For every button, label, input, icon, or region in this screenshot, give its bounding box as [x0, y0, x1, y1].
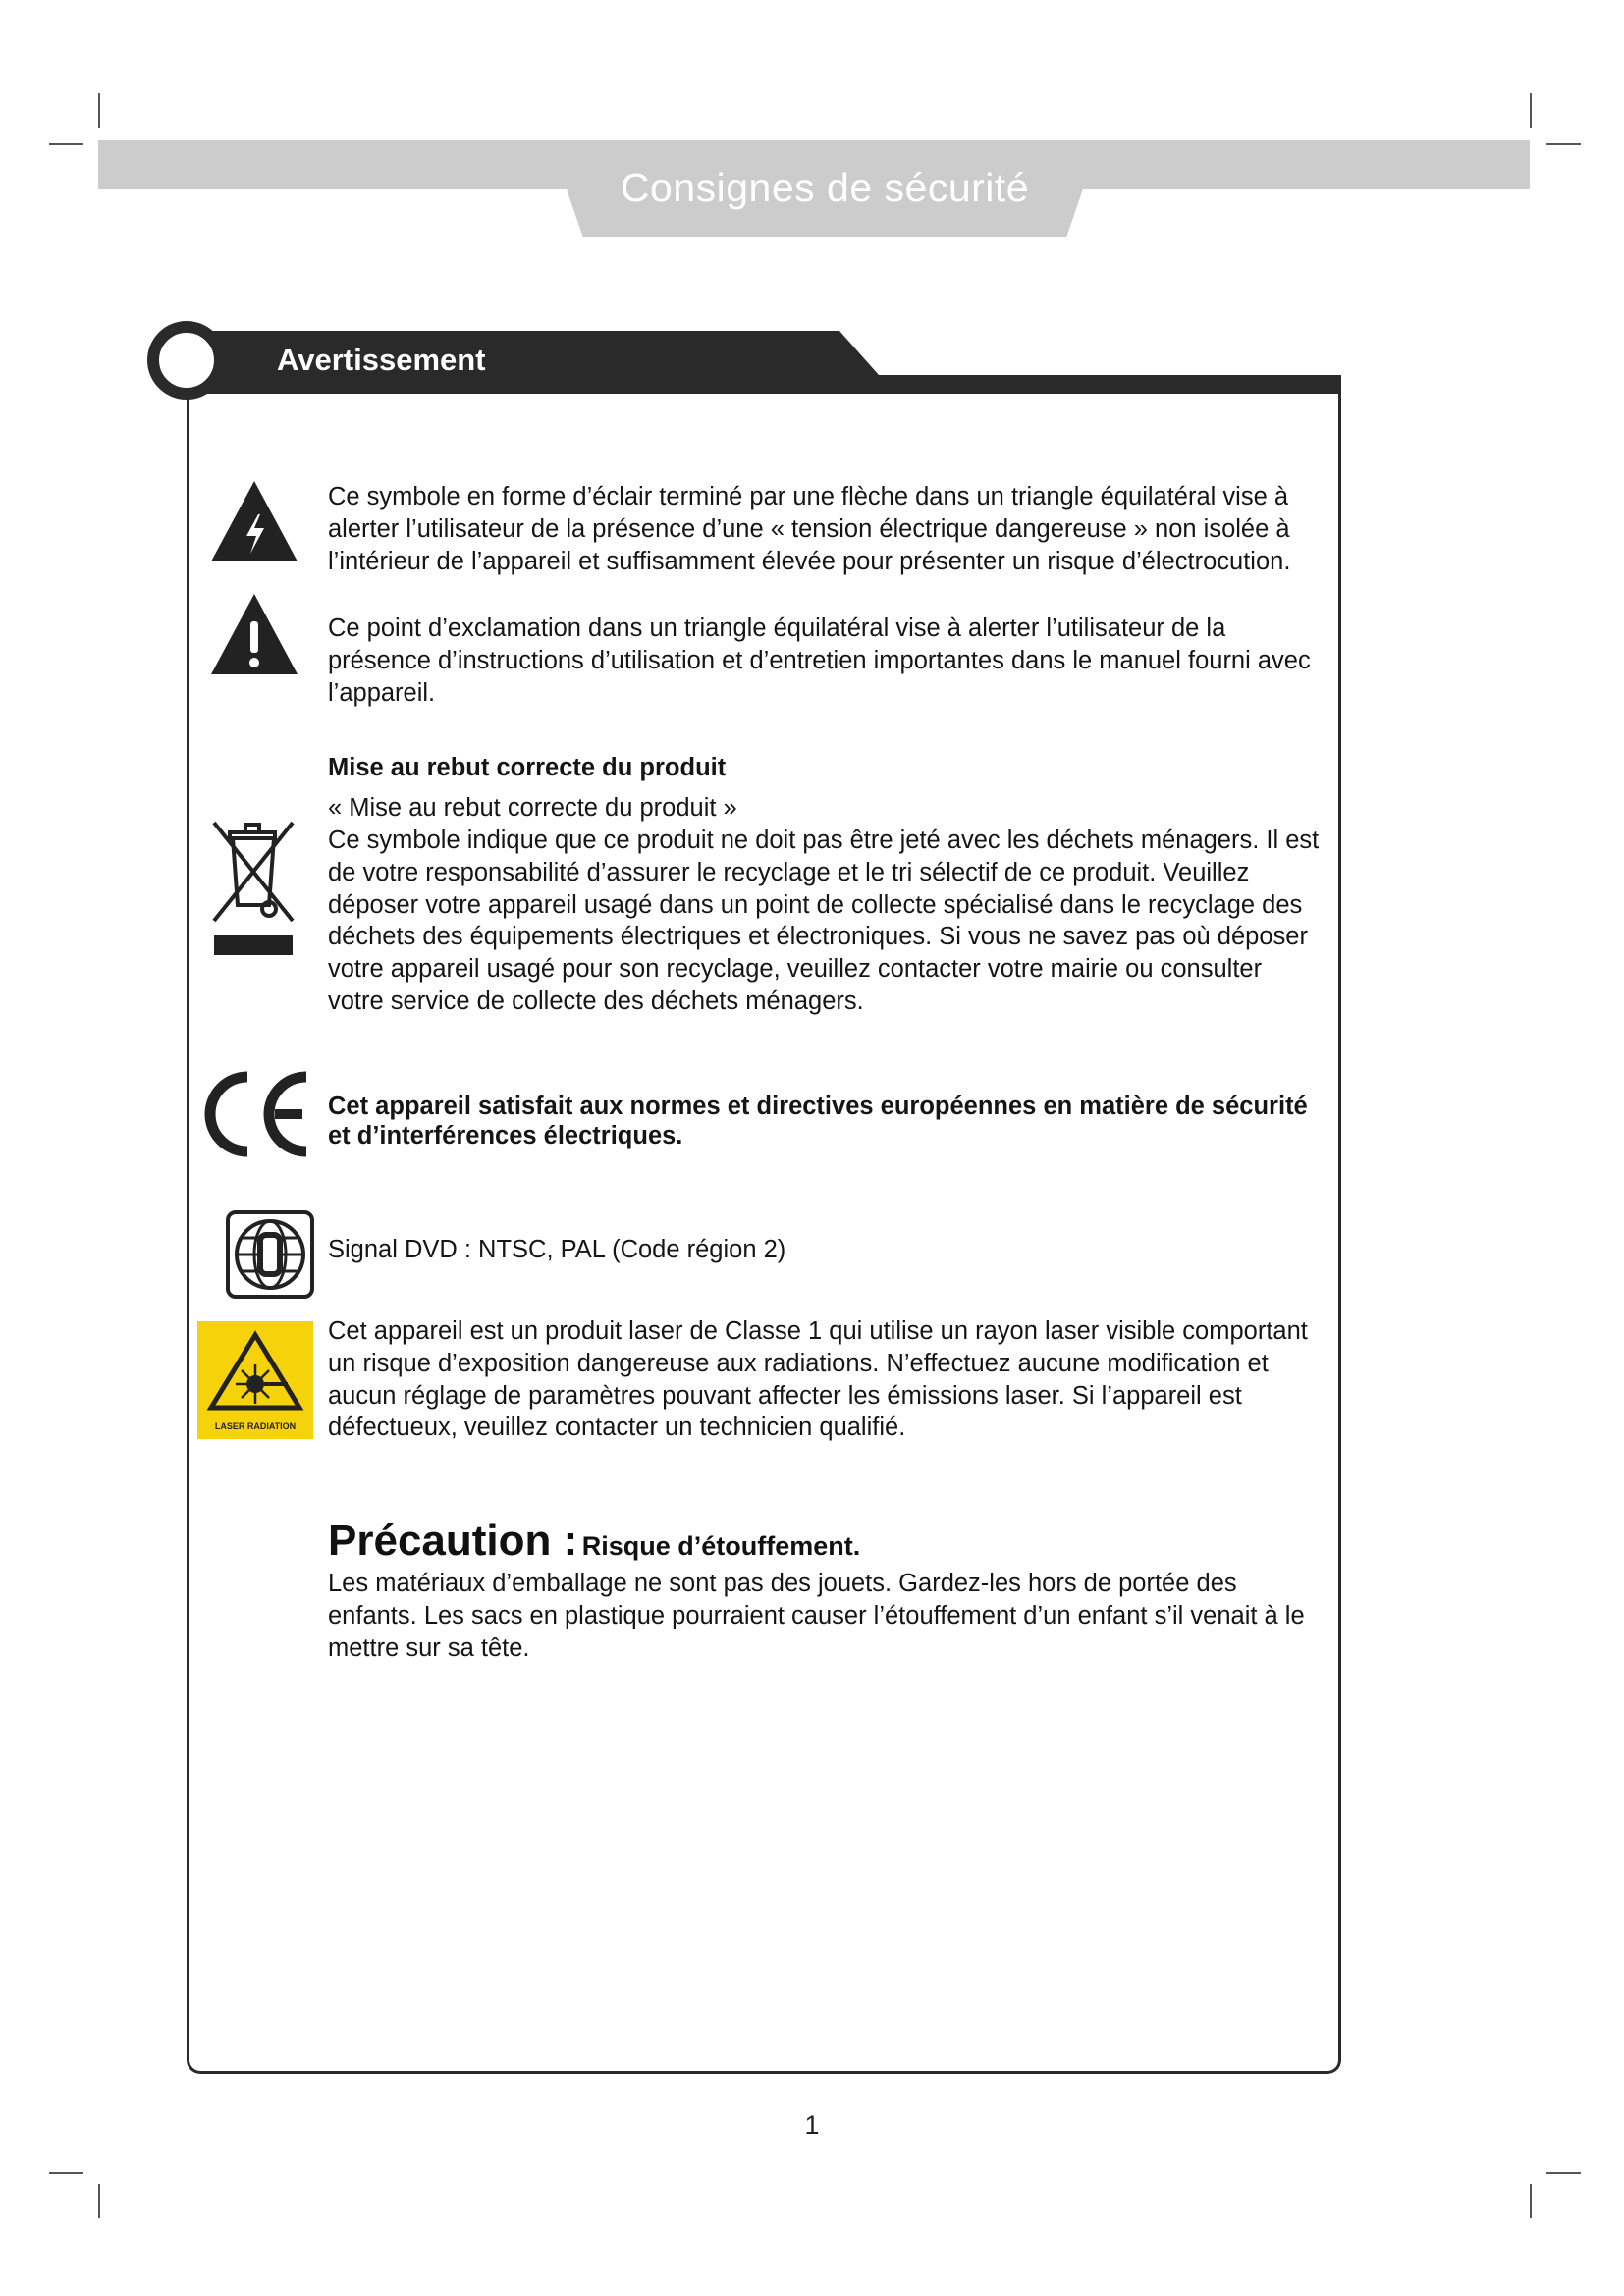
disposal-body: Ce symbole indique que ce produit ne doit pas être jeté avec les déchets ménagers. Il est de votre responsabilité d’assurer le recyclage et le tri sélectif de ce produit. Veuillez déposer votre appareil usagé dans un point de collecte spécialisé dans le recyclage des déchets des équipements électriques et électroniques. Si vous ne savez pas où déposer votre appareil usagé pour son recyclage, veuillez contacter votre mairie ou consulter votre service de collecte des déchets ménagers. — [328, 827, 1320, 1015]
crop-mark — [1546, 143, 1581, 145]
crop-mark — [49, 143, 83, 145]
crop-mark — [49, 2172, 83, 2174]
section-bullet-circle — [147, 321, 226, 400]
dvd-signal-text: Signal DVD : NTSC, PAL (Code région 2) — [328, 1236, 786, 1263]
crop-mark — [1530, 2184, 1532, 2218]
exclamation-warning-icon — [209, 592, 299, 676]
crossed-bin-weee-icon — [206, 815, 300, 962]
crop-mark — [98, 2184, 100, 2218]
laser-label: LASER RADIATION — [214, 1421, 297, 1431]
precaution-title: Précaution : — [328, 1517, 578, 1565]
disposal-quote: « Mise au rebut correcte du produit » — [328, 794, 737, 822]
crop-mark — [98, 93, 100, 128]
lightning-warning-text: Ce symbole en forme d’éclair terminé par une flèche dans un triangle équilatéral vise à alerter l’utilisateur de la présence d’une « tension électrique dangereuse » non isolée à l’intérieur de l’appareil et suffisamment élevée pour présenter un risque d’électrocution. — [328, 483, 1291, 575]
dvd-region-globe-icon — [225, 1209, 315, 1300]
exclamation-warning-text: Ce point d’exclamation dans un triangle équilatéral vise à alerter l’utilisateur de la présence d’instructions d’utilisation et d’entretien importantes dans le manuel fourni avec l’appareil. — [328, 614, 1311, 707]
precaution-heading — [328, 1517, 860, 1566]
precaution-subtitle: Risque d’étouffement. — [581, 1531, 861, 1561]
precaution-body: Les matériaux d’emballage ne sont pas des jouets. Gardez-les hors de portée des enfants. Les sacs en plastique pourraient causer l’étouffement d’un enfant s’il venait à le mettre sur sa tête. — [328, 1570, 1305, 1662]
crop-mark — [1546, 2172, 1581, 2174]
electric-shock-warning-icon — [209, 479, 299, 563]
ce-mark-icon — [192, 1067, 314, 1161]
ce-compliance-text: Cet appareil satisfait aux normes et directives européennes en matière de sécurité et d’interférences électriques. — [328, 1093, 1308, 1149]
page-number: 1 — [804, 2110, 820, 2140]
disposal-heading: Mise au rebut correcte du produit — [328, 754, 727, 781]
section-title: Avertissement — [277, 343, 486, 377]
page-title: Consignes de sécurité — [620, 165, 1030, 210]
crop-mark — [1530, 93, 1532, 128]
laser-warning-text: Cet appareil est un produit laser de Classe 1 qui utilise un rayon laser visible comportant un risque d’exposition dangereuse aux radiations. N’effectuez aucune modification et aucun réglage de paramètres pouvant affecter les émissions laser. Si l’appareil est défectueux, veuillez contacter un technicien qualifié. — [328, 1317, 1308, 1442]
